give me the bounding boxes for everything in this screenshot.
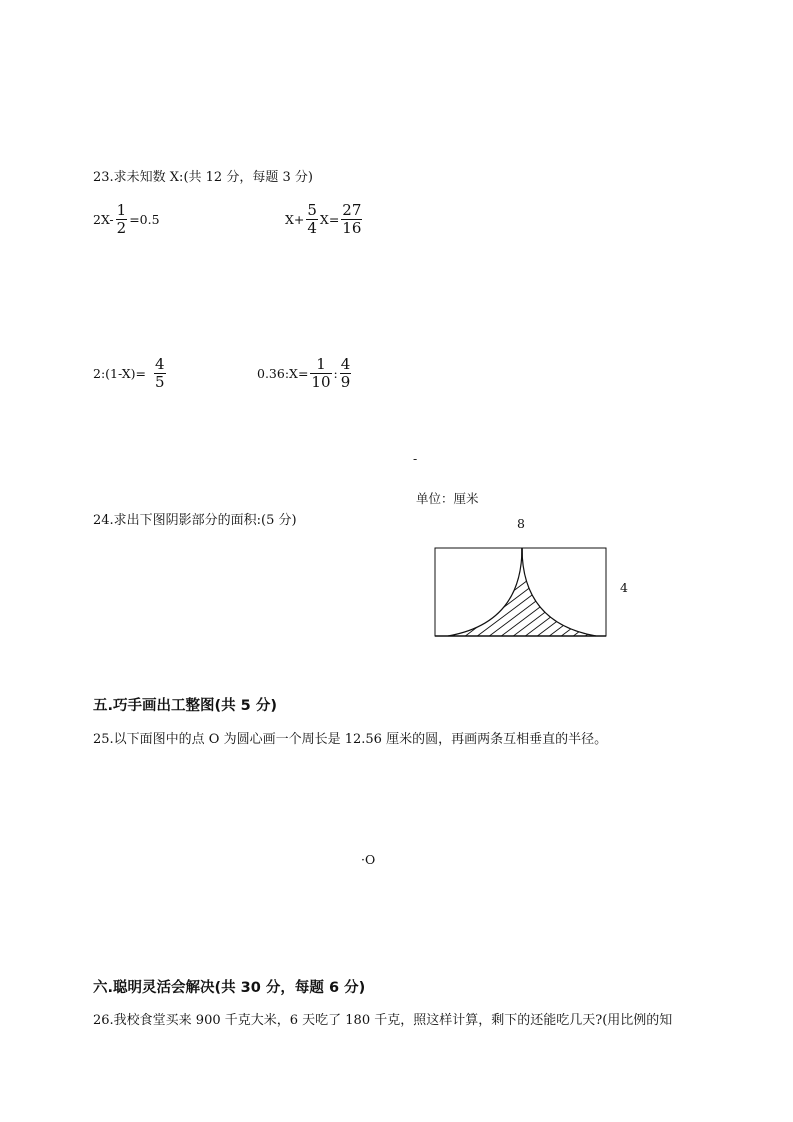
- figure-height-label: 4: [620, 580, 628, 595]
- outer-rectangle: [435, 548, 606, 636]
- eq3-denominator: 5: [155, 373, 165, 391]
- q23-equation-2: [285, 202, 364, 237]
- eq3-prefix: 2:(1-X)=: [93, 366, 147, 381]
- eq4-denominator-2: 9: [340, 373, 351, 391]
- eq1-fraction: [116, 202, 128, 237]
- eq2-fraction-1: [306, 202, 318, 237]
- eq4-numerator-2: 4: [340, 355, 351, 373]
- q23-equation-4: [257, 356, 353, 391]
- eq2-middle: X=: [319, 212, 340, 227]
- eq4-fraction-2: [340, 356, 352, 391]
- left-arc: [448, 548, 522, 636]
- q26-text: 26.我校食堂买来 900 千克大米，6 天吃了 180 千克，照这样计算，剩下的还能吃几天?(用比例的知: [93, 1013, 673, 1028]
- eq2-numerator-1: 5: [307, 201, 317, 219]
- shaded-area-figure: [428, 543, 614, 641]
- eq4-numerator-1: 1: [316, 355, 326, 373]
- right-arc: [522, 548, 596, 636]
- eq1-numerator: 1: [116, 201, 127, 219]
- eq2-prefix: X+: [285, 212, 305, 227]
- q23-title: 23.求未知数 X:(共 12 分，每题 3 分): [93, 170, 313, 185]
- q25-text: 25.以下面图中的点 O 为圆心画一个周长是 12.56 厘米的圆，再画两条互相垂直的半径。: [93, 732, 608, 747]
- figure-width-label: 8: [517, 516, 525, 531]
- eq1-denominator: 2: [116, 219, 127, 237]
- eq2-denominator-1: 4: [307, 219, 317, 237]
- section-5-heading: 五.巧手画出工整图(共 5 分): [93, 698, 277, 714]
- eq4-fraction-1: [310, 356, 331, 391]
- eq1-suffix: =0.5: [129, 212, 160, 227]
- eq2-numerator-2: 27: [342, 201, 362, 219]
- q23-equation-1: [93, 202, 160, 237]
- unit-label: 单位：厘米: [416, 491, 479, 506]
- eq1-prefix: 2X-: [93, 212, 114, 227]
- stray-dash: -: [413, 451, 418, 466]
- eq4-denominator-1: 10: [311, 373, 331, 391]
- eq2-fraction-2: [341, 202, 362, 237]
- q24-title: 24.求出下图阴影部分的面积:(5 分): [93, 513, 297, 528]
- q23-equation-3: [93, 356, 168, 391]
- eq3-numerator: 4: [155, 355, 165, 373]
- eq4-prefix: 0.36:X=: [257, 366, 309, 381]
- eq4-colon: :: [333, 366, 338, 381]
- section-6-heading: 六.聪明灵活会解决(共 30 分，每题 6 分): [93, 980, 366, 996]
- point-o-label: ·O: [361, 852, 376, 867]
- eq2-denominator-2: 16: [342, 219, 362, 237]
- eq3-fraction: [154, 356, 166, 391]
